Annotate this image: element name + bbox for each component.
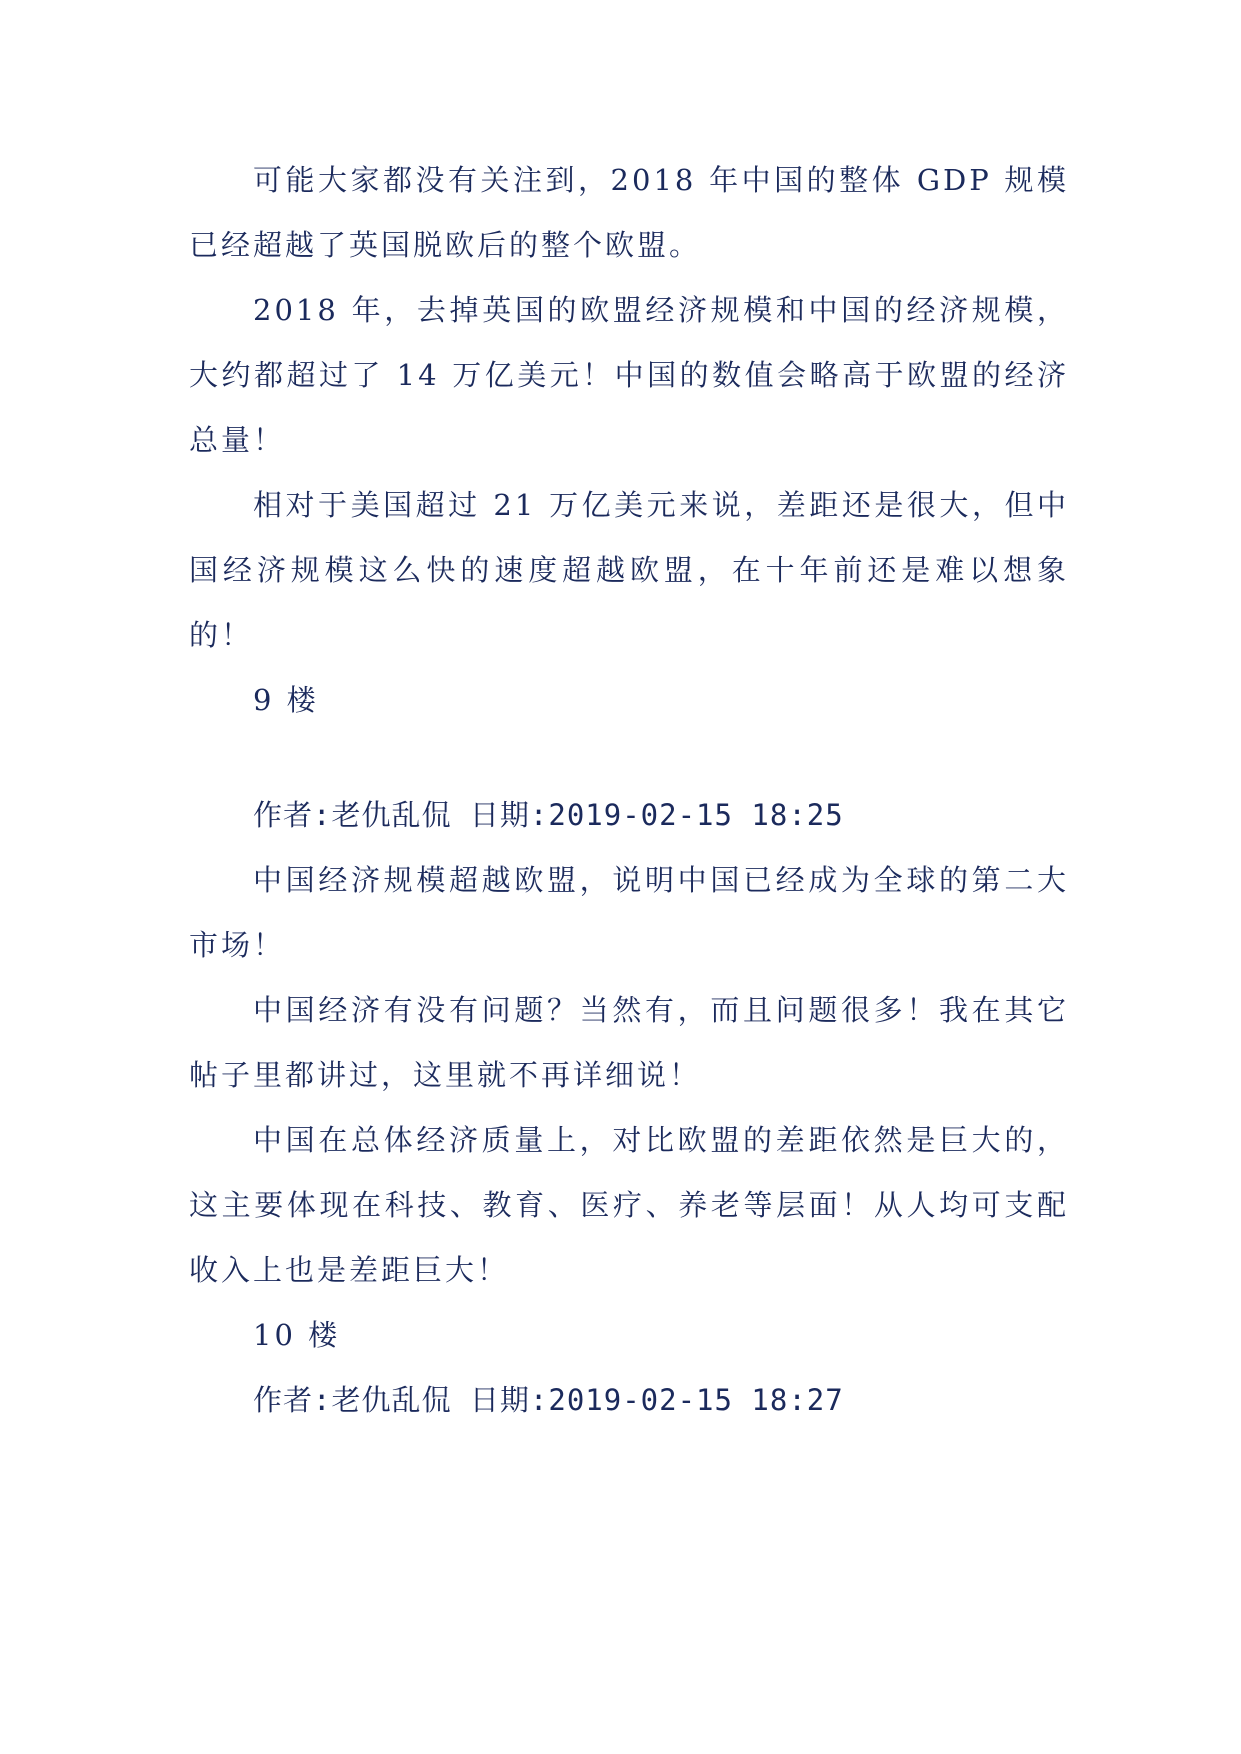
floor-9-paragraph-1: 中国经济规模超越欧盟，说明中国已经成为全球的第二大市场！	[189, 863, 1069, 962]
paragraph-1: 可能大家都没有关注到，2018 年中国的整体 GDP 规模已经超越了英国脱欧后的整个欧盟。	[189, 163, 1069, 262]
floor-10-label: 10 楼	[253, 1318, 341, 1352]
floor-9-label: 9 楼	[253, 683, 319, 717]
spacer	[189, 733, 1069, 783]
floor-9-meta: 作者:老仇乱侃 日期:2019-02-15 18:25	[253, 798, 844, 832]
floor-9-paragraph-3: 中国在总体经济质量上，对比欧盟的差距依然是巨大的，这主要体现在科技、教育、医疗、养老等层面！从人均可支配收入上也是差距巨大！	[189, 1123, 1069, 1287]
floor-10-meta: 作者:老仇乱侃 日期:2019-02-15 18:27	[253, 1383, 844, 1417]
paragraph-3: 相对于美国超过 21 万亿美元来说，差距还是很大，但中国经济规模这么快的速度超越欧盟，在十年前还是难以想象的！	[189, 488, 1069, 652]
floor-9-paragraph-2: 中国经济有没有问题？当然有，而且问题很多！我在其它帖子里都讲过，这里就不再详细说！	[189, 993, 1069, 1092]
document-body	[189, 148, 1069, 1433]
paragraph-2: 2018 年，去掉英国的欧盟经济规模和中国的经济规模，大约都超过了 14 万亿美元！中国的数值会略高于欧盟的经济总量！	[189, 293, 1069, 457]
